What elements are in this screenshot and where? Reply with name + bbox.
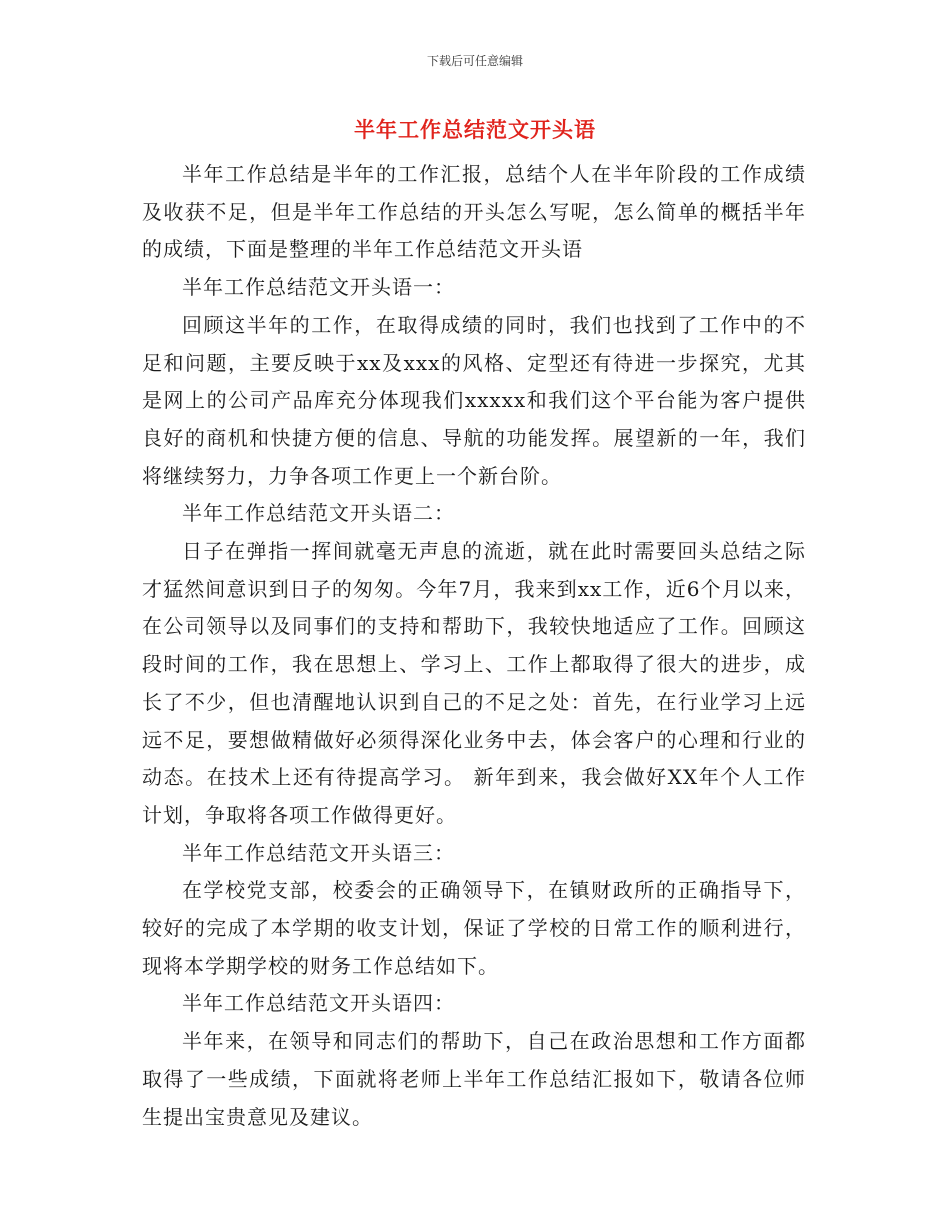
section-heading-3: 半年工作总结范文开头语三： [182,840,455,865]
section-paragraph-2: 日子在弹指一挥间就毫无声息的流逝，就在此时需要回头总结之际才猛然间意识到日子的匆匆。今年7月，我来到xx工作，近6个月以来，在公司领导以及同事们的支持和帮助下，我较快地适应了工作。回顾这段时间的工作，我在思想上、学习上、工作上都取得了很大的进步，成长了不少，但也清醒地认识到自己的不足之处：首先，在行业学习上远远不足，要想做精做好必须得深化业务中去，体会客户的心理和行业的动态。在技术上还有待提高学习。 新年到来，我会做好XX年个人工作计划，争取将各项工作做得更好。 [142,539,806,827]
document-body [142,156,806,1136]
section-paragraph-3: 在学校党支部，校委会的正确领导下，在镇财政所的正确指导下，较好的完成了本学期的收支计划，保证了学校的日常工作的顺利进行，现将本学期学校的财务工作总结如下。 [142,878,806,978]
section-paragraph-1: 回顾这半年的工作，在取得成绩的同时，我们也找到了工作中的不足和问题，主要反映于xx及xxx的风格、定型还有待进一步探究，尤其是网上的公司产品库充分体现我们xxxxx和我们这个平台能为客户提供良好的商机和快捷方便的信息、导航的功能发挥。展望新的一年，我们将继续努力，力争各项工作更上一个新台阶。 [142,312,806,488]
header-note: 下载后可任意编辑 [426,54,523,68]
section-heading-1: 半年工作总结范文开头语一： [182,275,455,300]
section-heading-2: 半年工作总结范文开头语二： [182,501,455,526]
section-heading-4: 半年工作总结范文开头语四： [182,991,455,1016]
intro-paragraph: 半年工作总结是半年的工作汇报，总结个人在半年阶段的工作成绩及收获不足，但是半年工作总结的开头怎么写呢，怎么简单的概括半年的成绩，下面是整理的半年工作总结范文开头语 [142,162,806,262]
section-paragraph-4: 半年来，在领导和同志们的帮助下，自己在政治思想和工作方面都取得了一些成绩，下面就将老师上半年工作总结汇报如下，敬请各位师生提出宝贵意见及建议。 [142,1029,806,1129]
document-title: 半年工作总结范文开头语 [354,117,596,142]
